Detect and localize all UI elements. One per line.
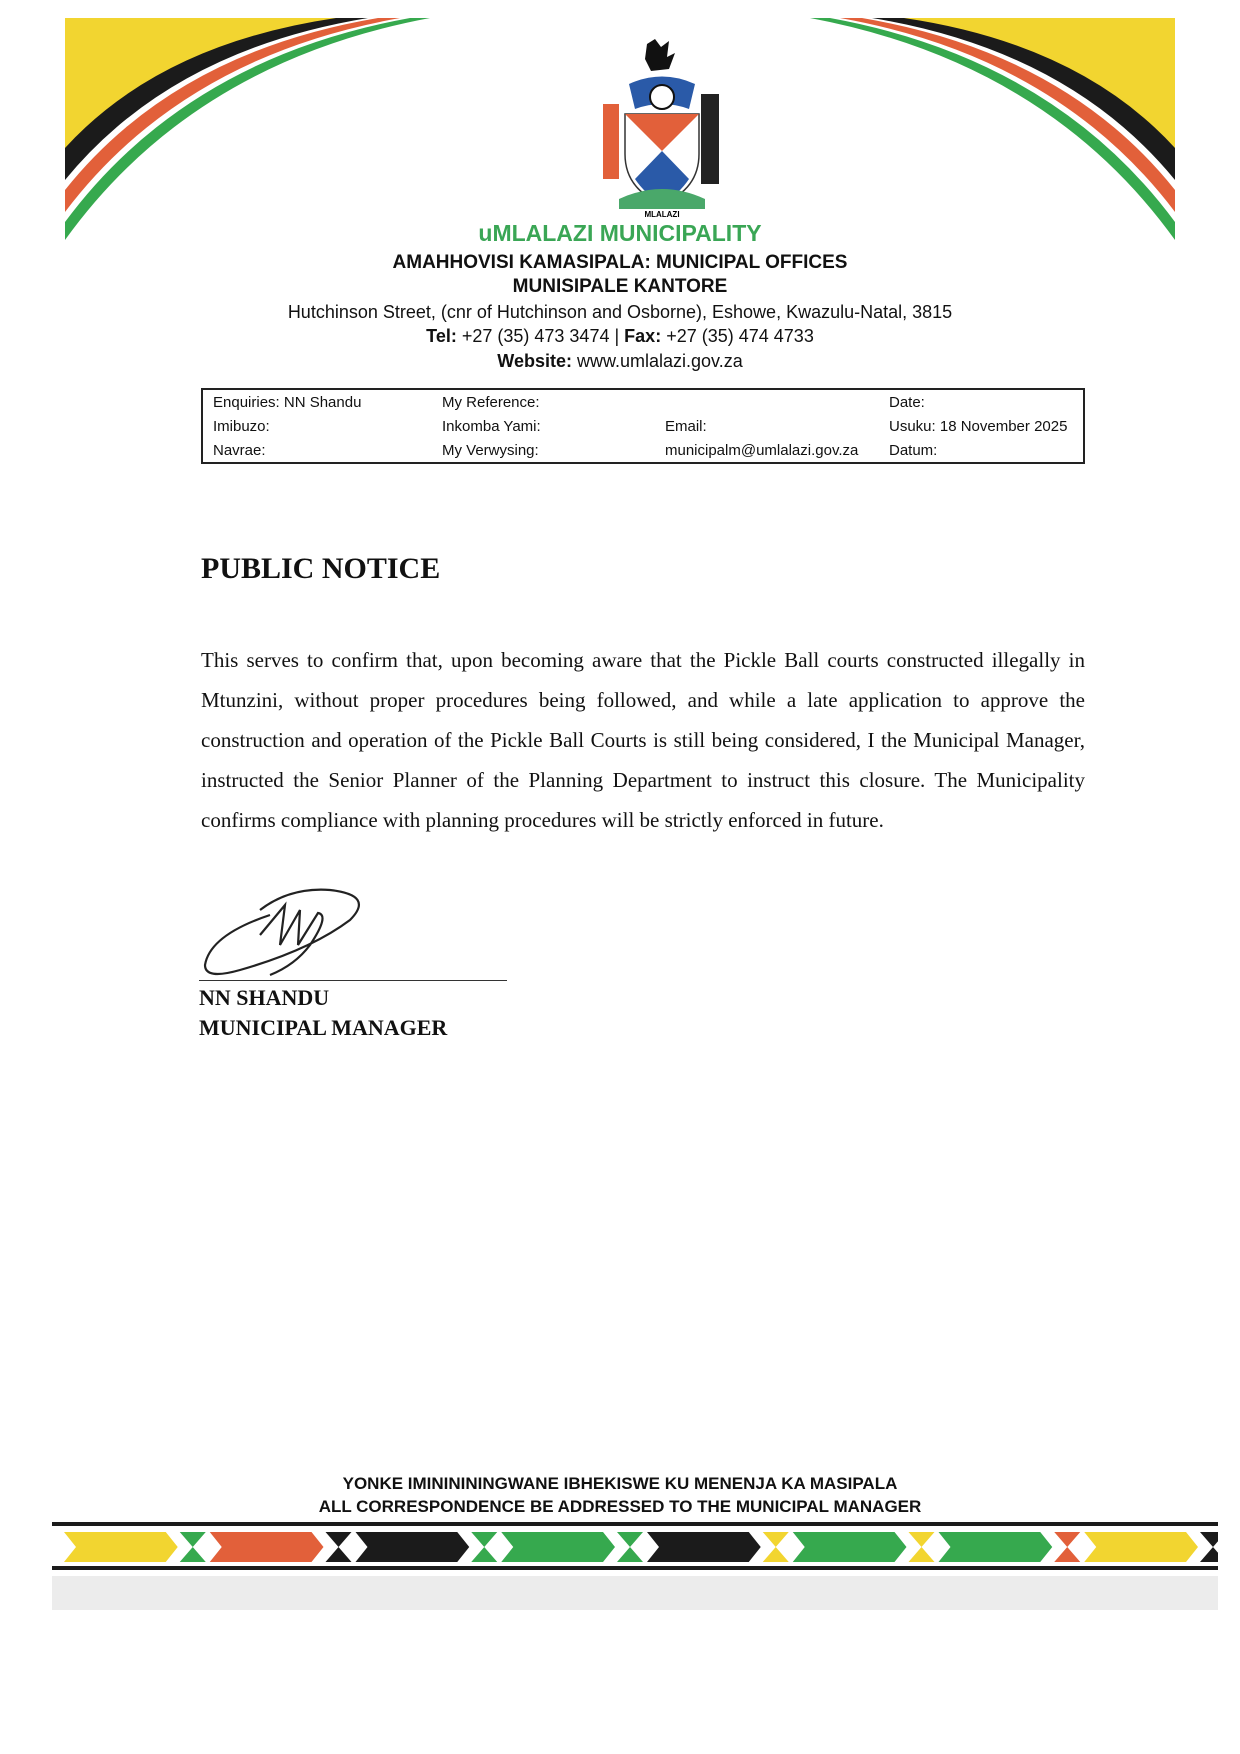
fax-number: +27 (35) 474 4733 [666, 326, 814, 346]
stripe-chevron [1084, 1532, 1198, 1562]
inkomba-cell: Inkomba Yami: [442, 417, 541, 435]
imibuzo-cell: Imibuzo: [213, 417, 270, 435]
table-row [202, 438, 1084, 463]
stripe-hourglass [180, 1532, 206, 1562]
left-arc-decoration [65, 18, 430, 240]
stripe-chevron [210, 1532, 324, 1562]
tel-label: Tel: [426, 326, 457, 346]
stripe-chevron [356, 1532, 470, 1562]
date-cell: Date: [889, 393, 925, 411]
stripe-hourglass [1054, 1532, 1080, 1562]
coat-of-arms-logo [589, 39, 735, 219]
reference-table [201, 388, 1085, 464]
stripe-hourglass [471, 1532, 497, 1562]
notice-body: This serves to confirm that, upon becoming aware that the Pickle Ball courts constructed illegally in Mtunzini, without proper procedures being followed, and while a late application to approve the construction and operation of the Pickle Ball Courts is still being considered, I the Municipal Manager, instructed the Senior Planner of the Planning Department to instruct this closure. The Municipality confirms compliance with planning procedures will be strictly enforced in future. [201, 648, 1085, 832]
stripe-hourglass [1200, 1532, 1218, 1562]
signatory-title: MUNICIPAL MANAGER [199, 1015, 448, 1040]
logo-motto: MLALAZI [644, 210, 680, 219]
empty-cell [655, 389, 879, 414]
website-line [0, 351, 1240, 372]
datum-cell: Datum: [889, 441, 938, 459]
website-label: Website: [497, 351, 572, 371]
email-address-cell[interactable]: municipalm@umlalazi.gov.za [665, 441, 859, 459]
navrae-cell: Navrae: [213, 441, 266, 459]
tel-number: +27 (35) 473 3474 | [461, 326, 620, 346]
stripe-chevron [501, 1532, 615, 1562]
email-label-cell: Email: [665, 417, 707, 435]
notice-title: PUBLIC NOTICE [201, 552, 441, 585]
signature-line [199, 980, 507, 981]
usuku-cell: Usuku: 18 November 2025 [889, 417, 1068, 435]
footer-zulu-line: YONKE IMININININGWANE IBHEKISWE KU MENENJA KA MASIPALA [342, 1474, 898, 1493]
table-row [202, 414, 1084, 438]
stripe-hourglass [617, 1532, 643, 1562]
footer-english-line: ALL CORRESPONDENCE BE ADDRESSED TO THE MUNICIPAL MANAGER [318, 1497, 922, 1516]
municipality-name: uMLALAZI MUNICIPALITY [478, 220, 762, 246]
stripe-hourglass [763, 1532, 789, 1562]
table-row [202, 389, 1084, 414]
contact-line [0, 326, 1240, 347]
reference-cell: My Reference: [442, 393, 540, 411]
stripe-chevron [793, 1532, 907, 1562]
address: Hutchinson Street, (cnr of Hutchinson and Osborne), Eshowe, Kwazulu-Natal, 3815 [287, 302, 953, 322]
signature-image [200, 875, 380, 985]
website-link[interactable]: www.umlalazi.gov.za [576, 351, 743, 371]
enquiries-cell: Enquiries: NN Shandu [213, 393, 362, 411]
stripe-chevron [939, 1532, 1053, 1562]
signatory-name: NN SHANDU [199, 985, 330, 1010]
offices-heading: AMAHHOVISI KAMASIPALA: MUNICIPAL OFFICES [392, 252, 848, 273]
footer-pattern-stripe [52, 1522, 1218, 1612]
fax-label: Fax: [624, 326, 662, 346]
kantore-heading: MUNISIPALE KANTORE [512, 276, 728, 297]
stripe-hourglass [909, 1532, 935, 1562]
right-arc-decoration [810, 18, 1175, 240]
stripe-chevron [64, 1532, 178, 1562]
stripe-chevron [647, 1532, 761, 1562]
stripe-hourglass [326, 1532, 352, 1562]
verwysing-cell: My Verwysing: [442, 441, 539, 459]
